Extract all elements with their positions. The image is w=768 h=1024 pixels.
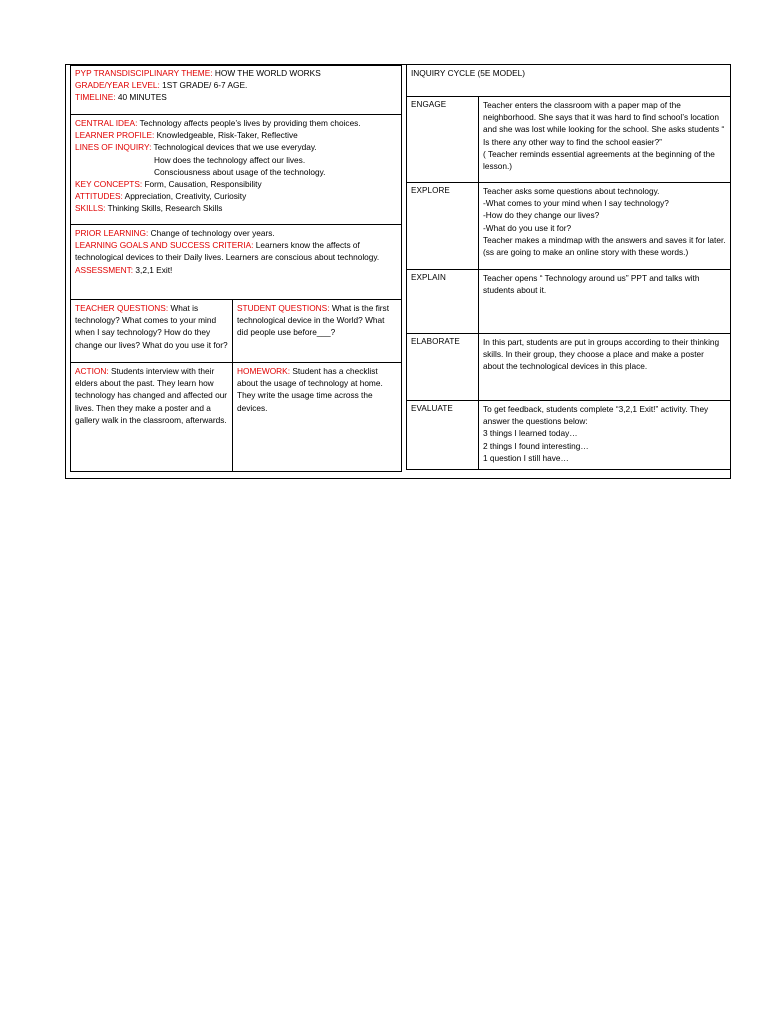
explore-line-1: Teacher asks some questions about technology. — [483, 186, 660, 196]
phase-name-explore — [407, 183, 478, 269]
evaluate-line-3: 2 things I found interesting… — [483, 440, 589, 451]
learner-profile-value: Knowledgeable, Risk-Taker, Reflective — [156, 130, 298, 141]
action-value: Students interview with their elders about the past. They learn how technology has changed and affected our lives. Then they make a poster and a gallery walk in the classroom, afterwards. — [75, 366, 228, 425]
phase-name-elaborate — [407, 334, 478, 400]
elaborate-label: ELABORATE — [411, 337, 460, 346]
key-concepts-value: Form, Causation, Responsibility — [144, 179, 262, 190]
central-idea-label: CENTRAL IDEA: — [75, 118, 138, 128]
lines-of-inquiry-label: LINES OF INQUIRY: — [75, 142, 152, 153]
inquiry-cycle-title — [407, 65, 730, 96]
explore-line-4: -What do you use it for? — [483, 222, 572, 233]
engage-line-2: ( Teacher reminds essential agreements at the beginning of the lesson.) — [483, 148, 715, 172]
homework-value: Student has a checklist about the usage of technology at home. They write the usage time across the devices. — [237, 366, 383, 413]
engage-line-1: Teacher enters the classroom with a paper map of the neighborhood. She says that it was hard to find school’s location and she was lost while looking for the school. She asks students “ Is there any other way to find the school easier?” — [483, 100, 725, 147]
prior-learning-value: Change of technology over years. — [150, 228, 275, 238]
explore-line-2: -What comes to your mind when I say technology? — [483, 198, 669, 209]
evaluate-line-4: 1 question I still have… — [483, 452, 569, 463]
grade-label: GRADE/YEAR LEVEL: — [75, 80, 160, 91]
learning-cell — [71, 225, 401, 298]
phase-name-engage — [407, 97, 478, 182]
homework-label: HOMEWORK: — [237, 366, 291, 376]
skills-label: SKILLS: — [75, 203, 106, 214]
student-questions-label: STUDENT QUESTIONS: — [237, 303, 330, 313]
student-questions-value: What is the first technological device in the World? What did people use before___? — [237, 303, 389, 338]
attitudes-label: ATTITUDES: — [75, 191, 123, 202]
theme-label: PYP TRANSDISCIPLINARY THEME: — [75, 68, 213, 78]
inquiry-cycle-title-text: INQUIRY CYCLE (5E MODEL) — [411, 68, 526, 78]
explore-line-3: -How do they change our lives? — [483, 210, 600, 221]
teacher-questions-label: TEACHER QUESTIONS: — [75, 303, 169, 313]
skills-value: Thinking Skills, Research Skills — [107, 203, 223, 214]
learning-goals-label: LEARNING GOALS AND SUCCESS CRITERIA: — [75, 240, 254, 251]
teacher-questions-cell — [71, 300, 232, 362]
action-label: ACTION: — [75, 366, 109, 376]
elaborate-line-1: In this part, students are put in groups according to their thinking skills. In their group, they choose a place and make a poster about the technological devices in this place. — [483, 337, 720, 372]
timeline-label: TIMELINE: — [75, 92, 116, 103]
assessment-value: 3,2,1 Exit! — [135, 264, 173, 275]
assessment-label: ASSESSMENT: — [75, 264, 134, 275]
teacher-questions-value: What is technology? What comes to your mind when I say technology? How do they change our lives? What do you use it for? — [75, 303, 228, 350]
phase-desc-evaluate — [479, 401, 730, 470]
evaluate-label: EVALUATE — [411, 404, 453, 413]
evaluate-line-1: To get feedback, students complete “3,2,1 Exit!” activity. They answer the questions below: — [483, 404, 709, 427]
attitudes-value: Appreciation, Creativity, Curiosity — [124, 191, 247, 202]
theme-value: HOW THE WORLD WORKS — [214, 68, 321, 78]
evaluate-line-2: 3 things I learned today… — [483, 428, 578, 439]
homework-cell — [233, 363, 401, 471]
central-idea-value: Technology affects people’s lives by providing them choices. — [139, 118, 361, 128]
timeline-value: 40 MINUTES — [117, 92, 167, 103]
grade-value: 1ST GRADE/ 6-7 AGE. — [162, 80, 248, 91]
phase-desc-explore — [479, 183, 730, 269]
phase-desc-explain — [479, 270, 730, 333]
learning-goals-value: Learners know the affects of technological devices to their Daily lives. Learners are conscious about technology. — [75, 240, 380, 263]
explore-line-5: Teacher makes a mindmap with the answers and saves it for later. (ss are going to make an online story with these words.) — [483, 234, 726, 258]
phase-desc-engage — [479, 97, 730, 182]
phase-name-evaluate — [407, 401, 478, 470]
explore-label: EXPLORE — [411, 186, 450, 195]
explain-line-1: Teacher opens “ Technology around us” PPT and talks with students about it. — [483, 273, 700, 296]
header-cell — [71, 65, 401, 113]
lines-of-inquiry-2: How does the technology affect our lives. — [154, 154, 306, 165]
key-concepts-label: KEY CONCEPTS: — [75, 179, 143, 190]
action-cell — [71, 363, 232, 471]
prior-learning-label: PRIOR LEARNING: — [75, 228, 149, 238]
concepts-cell — [71, 115, 401, 223]
phase-name-explain — [407, 270, 478, 333]
phase-desc-elaborate — [479, 334, 730, 400]
engage-label: ENGAGE — [411, 100, 447, 109]
lines-of-inquiry-3: Consciousness about usage of the technology. — [154, 166, 326, 177]
lines-of-inquiry-1: Technological devices that we use everyday. — [153, 142, 317, 153]
learner-profile-label: LEARNER PROFILE: — [75, 130, 155, 141]
explain-label: EXPLAIN — [411, 273, 446, 282]
student-questions-cell — [233, 300, 401, 362]
